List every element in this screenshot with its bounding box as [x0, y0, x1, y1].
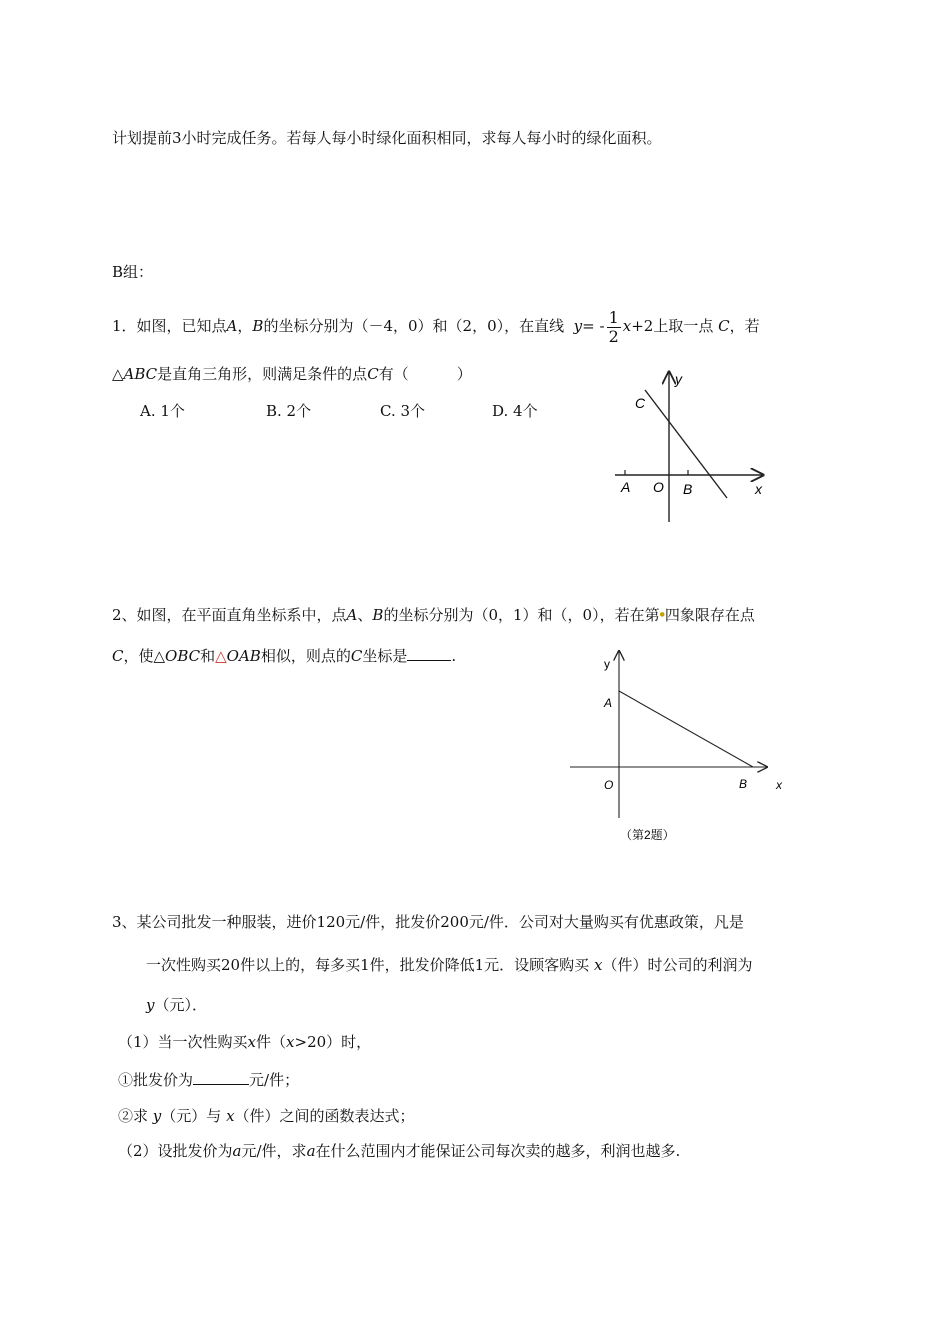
- q3-sub1-i-b: 元/件；: [249, 1071, 300, 1089]
- q1-frac-den: 2: [608, 326, 619, 346]
- fig2-label-x: x: [776, 778, 782, 792]
- fig2-caption: （第2题）: [620, 828, 675, 842]
- q3-var-x: x: [593, 956, 603, 974]
- q2-point-b: B: [372, 606, 384, 624]
- q3-sub1-a: （1）当一次性购买: [118, 1033, 248, 1051]
- q1-plus: +2上取一点: [631, 317, 714, 335]
- q2-line2-c: 相似，则点的: [260, 647, 351, 665]
- q2-triangle-oab: OAB: [226, 647, 261, 665]
- q2-part3: 四象限存在点: [664, 606, 755, 624]
- q2-answer-blank: [407, 646, 451, 661]
- fig2-label-b: B: [739, 777, 748, 791]
- fig1-label-b: B: [683, 481, 693, 497]
- q2-line1: [112, 605, 755, 625]
- q3-sub1-ii-c: （件）之间的函数表达式；: [234, 1107, 415, 1125]
- q2-part1: 2、如图，在平面直角坐标系中，点: [112, 606, 347, 624]
- segment-ab: [619, 691, 753, 767]
- q1-part2: 的坐标分别为（－4，0）和（2，0），在直线: [263, 317, 565, 335]
- q3-sub1-ii-b: （元）与: [161, 1107, 222, 1125]
- q2-line2-d: 坐标是: [362, 647, 408, 665]
- q1-var-x: x: [622, 317, 632, 335]
- fig1-label-a: A: [621, 479, 631, 495]
- q2-triangle-obc: OBC: [165, 647, 201, 665]
- fig2-label-a: A: [604, 696, 613, 710]
- q3-sub1-c: >20）时，: [294, 1033, 372, 1051]
- q3-line2: [146, 955, 752, 975]
- fig1-label-o: O: [653, 479, 664, 495]
- q2-point-c2: C: [350, 647, 363, 665]
- q1-option-d: D. 4个: [492, 402, 538, 420]
- q1-figure: [605, 362, 780, 532]
- fig1-label-y: y: [675, 371, 682, 387]
- q1-point-b: B: [252, 317, 264, 335]
- q1-var-y: y: [573, 317, 583, 335]
- q3-sub1-i: [118, 1070, 299, 1090]
- fig2-label-y: y: [604, 657, 610, 671]
- q2-line2: [112, 646, 456, 666]
- q3-sub1-ii-y: y: [152, 1107, 162, 1125]
- q3-sub1-ii: [118, 1106, 415, 1126]
- intro-text: 计划提前3小时完成任务。若每人每小时绿化面积相同，求每人每小时的绿化面积。: [112, 129, 662, 147]
- triangle-symbol-red: △: [215, 647, 227, 665]
- q3-sub1-b: 件（: [256, 1033, 287, 1051]
- q3-line3-b: （元）．: [154, 996, 207, 1014]
- q3-line2-a: 一次性购买20件以上的，每多买1件，批发价: [146, 956, 445, 974]
- q1-line2-mid: 是直角三角形，则满足条件的点: [157, 365, 368, 383]
- q2-figure: [566, 646, 796, 852]
- q2-point-a: A: [346, 606, 358, 624]
- q3-sub2-b: 元/件，求: [241, 1142, 307, 1160]
- q3-var-y: y: [146, 996, 155, 1014]
- q3-sub1-i-a: ①批发价为: [118, 1071, 194, 1089]
- q3-sub2-a: （2）设批发价为: [118, 1142, 233, 1160]
- q2-part2: 的坐标分别为（0，1）和（，0），若在第: [383, 606, 660, 624]
- fig2-label-o: O: [604, 778, 614, 792]
- q1-line2-close: ）: [456, 365, 472, 383]
- q1-tail: ，若: [729, 317, 760, 335]
- q1-line2-end: 有（: [378, 365, 409, 383]
- mark-dot: ●: [659, 611, 665, 618]
- q1-option-c: C. 3个: [380, 402, 426, 420]
- q3-line3: [146, 995, 207, 1015]
- q1-point-a: A: [226, 317, 238, 335]
- q1-sep: ，: [237, 317, 253, 335]
- q3-sub1: [118, 1032, 371, 1052]
- q2-sep: 、: [357, 606, 373, 624]
- q1-line1: [112, 308, 760, 346]
- q1-line2: [112, 364, 472, 384]
- q1-option-b: B. 2个: [266, 402, 312, 420]
- q3-line2-b: 降低1元．设顾客购买: [444, 956, 590, 974]
- q1-frac-num: 1: [608, 307, 619, 327]
- triangle-symbol: △: [112, 365, 124, 383]
- fig1-label-c: C: [635, 395, 646, 411]
- q1-part1: 1．如图，已知点: [112, 317, 227, 335]
- q1-triangle-abc: ABC: [123, 365, 158, 383]
- q1-point-c: C: [718, 317, 730, 335]
- fig1-label-x: x: [755, 481, 762, 497]
- q3-sub2: [118, 1141, 680, 1161]
- q2-line2-b: 和: [200, 647, 216, 665]
- q1-fraction: [607, 309, 621, 346]
- q3-sub1-ii-x: x: [226, 1107, 235, 1125]
- q3-sub2-var-a2: a: [306, 1142, 316, 1160]
- q3-sub2-c: 在什么范围内才能保证公司每次卖的越多，利润也越多.: [315, 1142, 681, 1160]
- q3-sub1-x: x: [247, 1033, 257, 1051]
- q3-line1: 3、某公司批发一种服装，进价120元/件，批发价200元/件．公司对大量购买有优惠政策，凡是: [112, 913, 744, 931]
- q1-point-c2: C: [367, 365, 379, 383]
- q1-option-a: A. 1个: [140, 402, 185, 420]
- q2-point-c: C: [112, 647, 124, 665]
- q3-line2-c: （件）时公司的利润为: [602, 956, 753, 974]
- section-heading: B组：: [112, 263, 154, 281]
- q1-eq: = -: [582, 317, 605, 335]
- q3-sub2-var-a: a: [232, 1142, 242, 1160]
- q3-sub1-x2: x: [286, 1033, 295, 1051]
- q3-sub1-ii-a: ②求: [118, 1107, 149, 1125]
- q2-line2-end: .: [451, 647, 457, 665]
- q2-line2-a: ，使△: [123, 647, 166, 665]
- q3-price-blank: [193, 1070, 249, 1085]
